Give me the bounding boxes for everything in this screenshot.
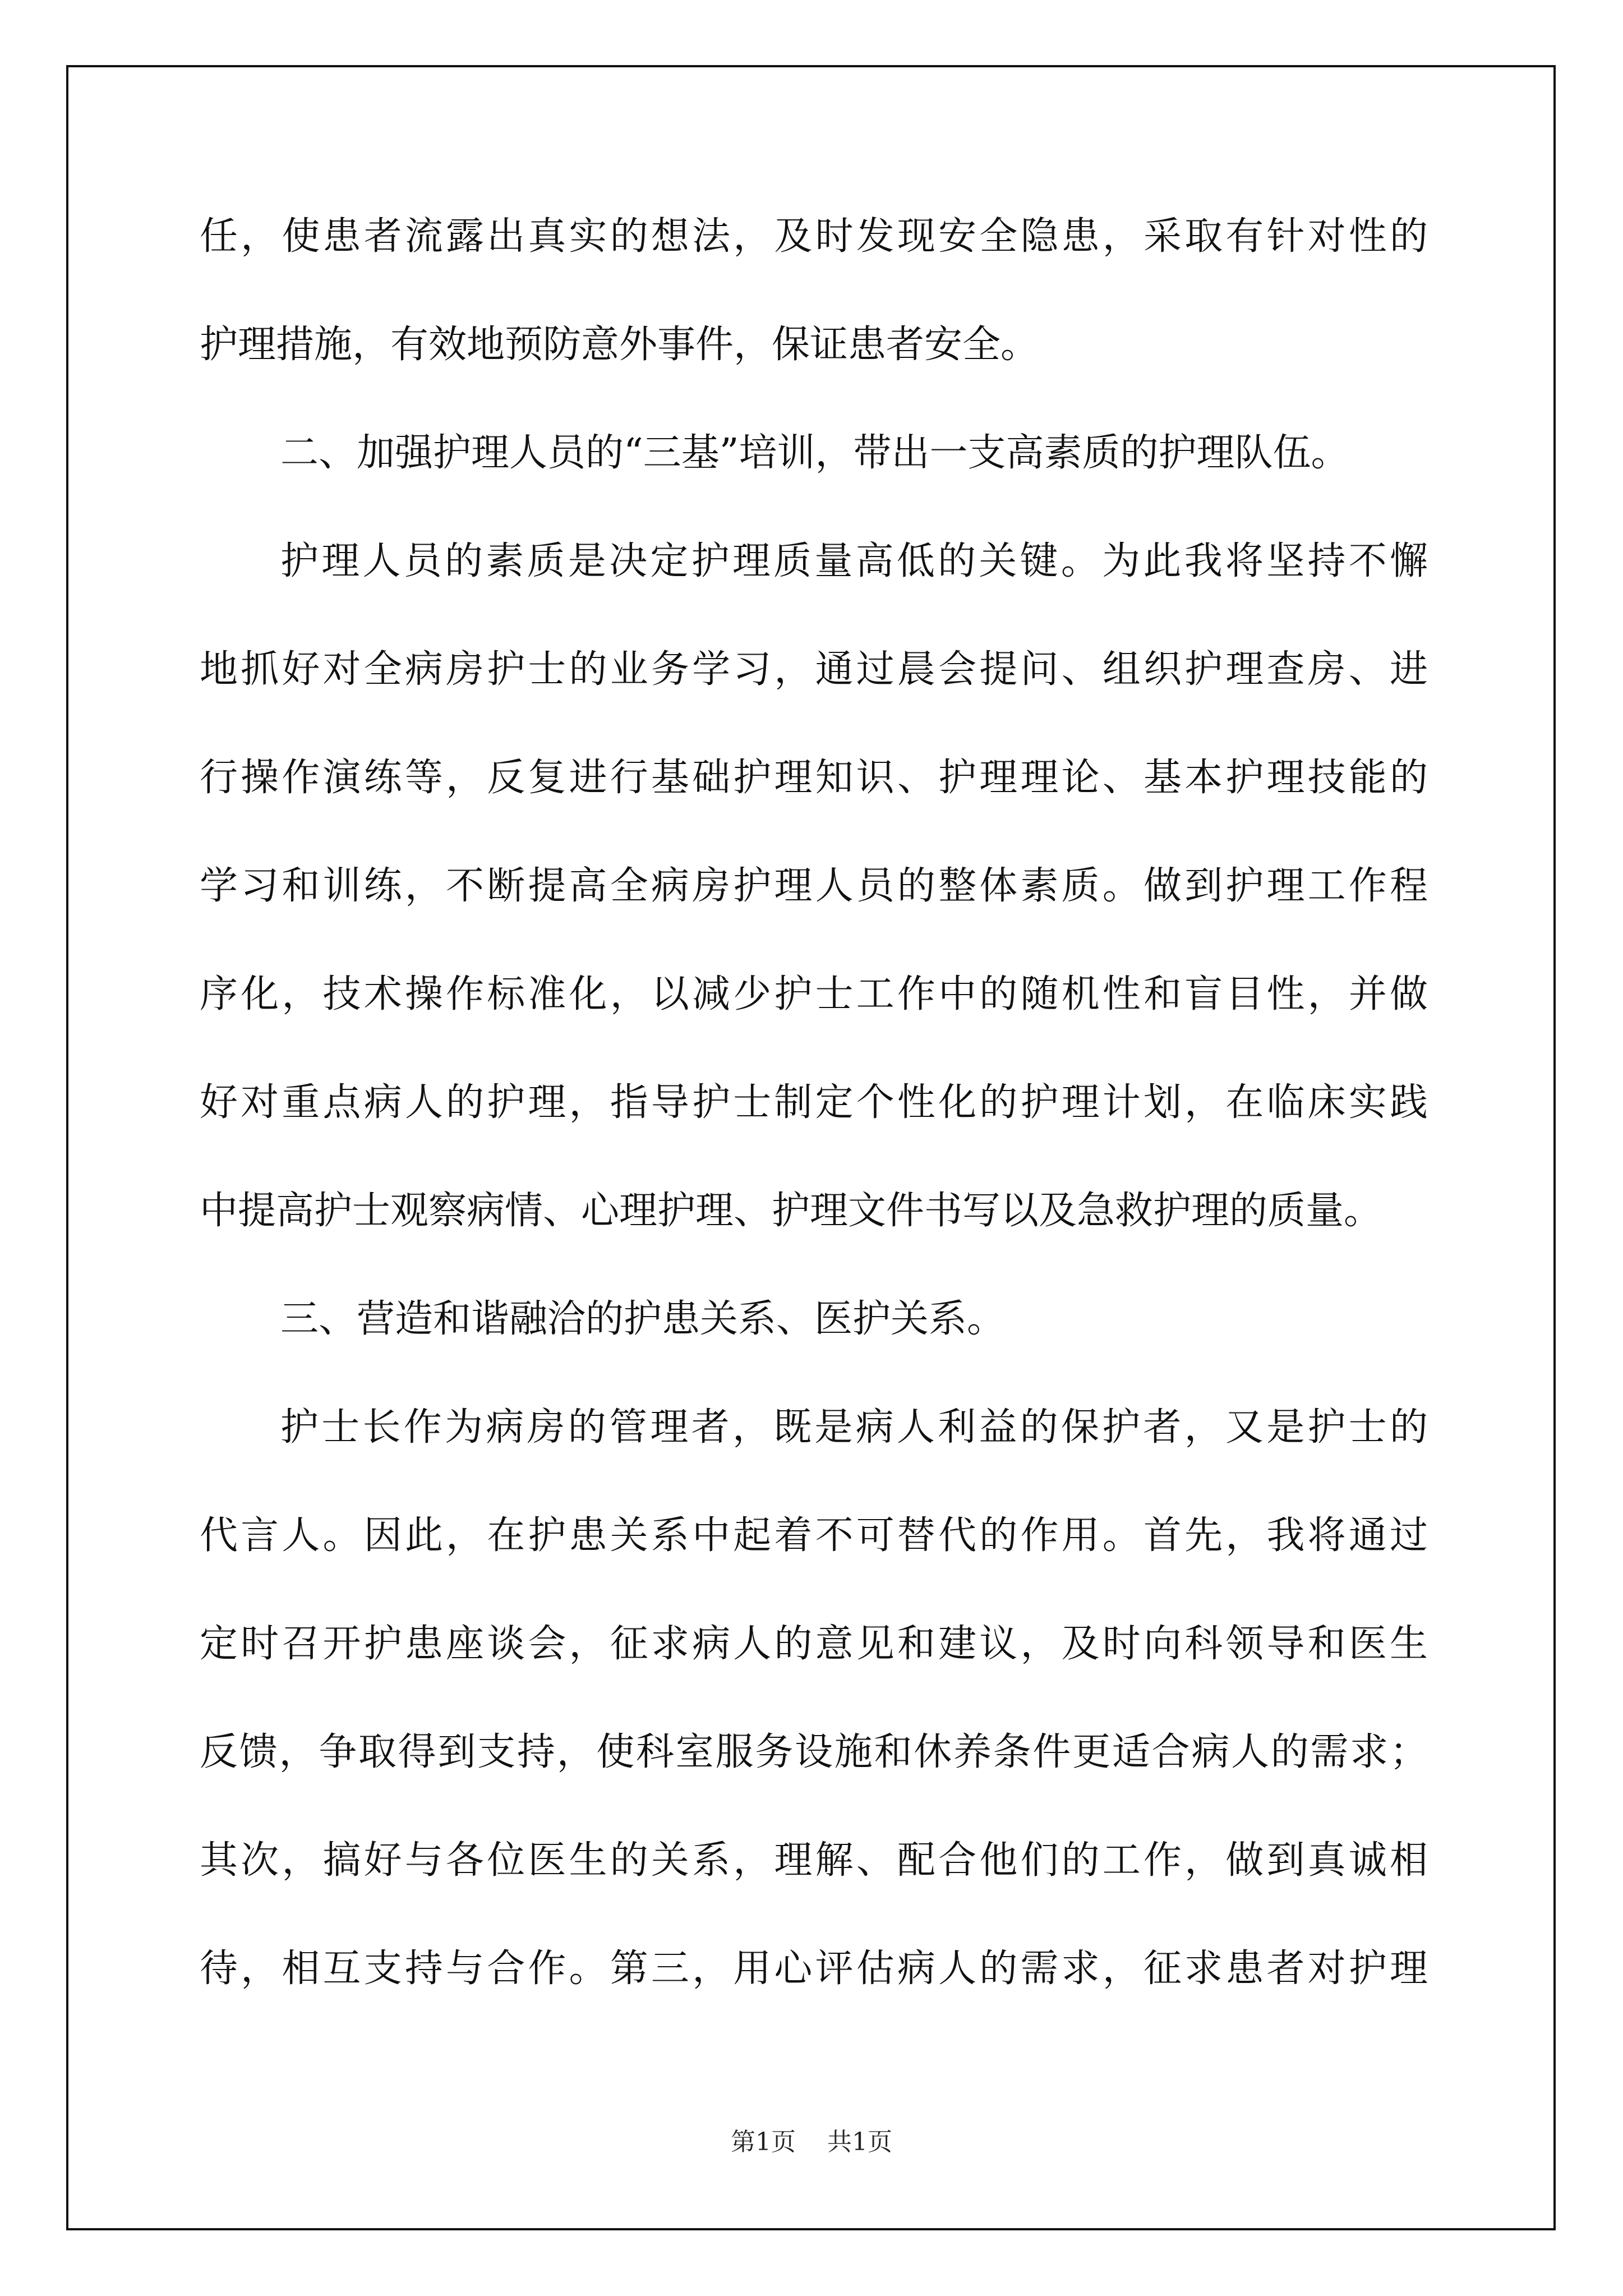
text-line: 其次，搞好与各位医生的关系，理解、配合他们的工作，做到真诚相: [200, 1838, 1428, 1883]
text-line: 地抓好对全病房护士的业务学习，通过晨会提问、组织护理查房、进: [200, 647, 1428, 692]
text-line: 定时召开护患座谈会，征求病人的意见和建议，及时向科领导和医生: [200, 1622, 1428, 1666]
text-line: 序化，技术操作标准化，以减少护士工作中的随机性和盲目性，并做: [200, 972, 1428, 1016]
text-line: 代言人。因此，在护患关系中起着不可替代的作用。首先，我将通过: [200, 1513, 1428, 1558]
text-line: 学习和训练，不断提高全病房护理人员的整体素质。做到护理工作程: [200, 864, 1428, 908]
text-line: 二、加强护理人员的“三基”培训，带出一支高素质的护理队伍。: [280, 431, 1349, 475]
page-number-current: 第1页: [731, 2128, 796, 2156]
text-line: 反馈，争取得到支持，使科室服务设施和休养条件更适合病人的需求；: [200, 1730, 1428, 1774]
text-line: 行操作演练等，反复进行基础护理知识、护理理论、基本护理技能的: [200, 756, 1428, 800]
text-line: 护理人员的素质是决定护理质量高低的关键。为此我将坚持不懈: [280, 539, 1428, 583]
document-body: [200, 209, 1428, 2050]
page-number-total: 共1页: [827, 2128, 892, 2156]
text-line: 三、营造和谐融洽的护患关系、医护关系。: [280, 1297, 1006, 1341]
text-line: 待，相互支持与合作。第三，用心评估病人的需求，征求患者对护理: [200, 1947, 1428, 1991]
text-line: 护理措施，有效地预防意外事件，保证患者安全。: [200, 323, 1039, 367]
text-line: 中提高护士观察病情、心理护理、护理文件书写以及急救护理的质量。: [200, 1189, 1382, 1233]
text-line: 护士长作为病房的管理者，既是病人利益的保护者，又是护士的: [280, 1405, 1428, 1450]
text-line: 任，使患者流露出真实的想法，及时发现安全隐患，采取有针对性的: [200, 214, 1428, 259]
page-footer: [0, 2127, 1623, 2158]
text-line: 好对重点病人的护理，指导护士制定个性化的护理计划，在临床实践: [200, 1080, 1428, 1125]
